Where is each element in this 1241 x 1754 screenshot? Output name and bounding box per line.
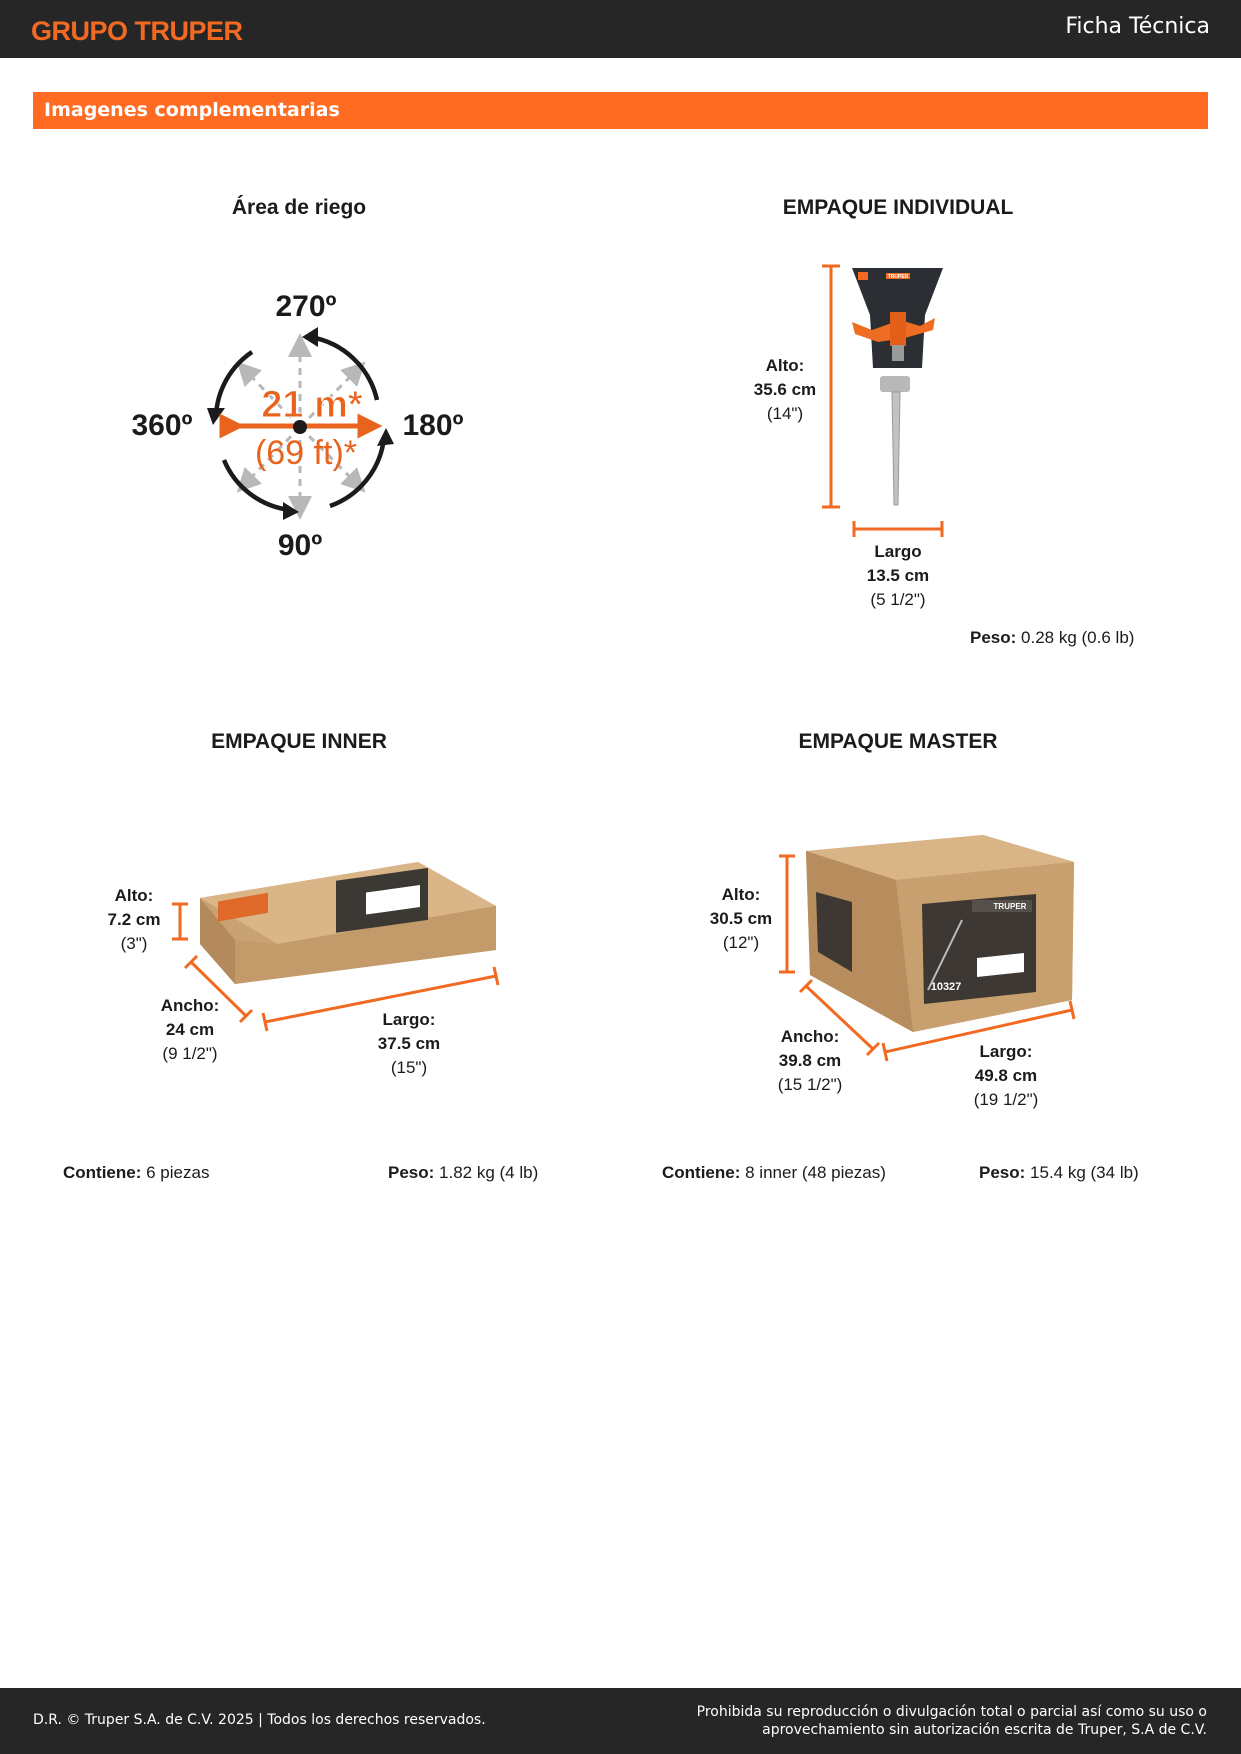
footer-bar xyxy=(0,1688,1241,1754)
master-peso: Peso: 15.4 kg (34 lb) xyxy=(979,1163,1139,1182)
svg-text:TRUPER: TRUPER xyxy=(993,902,1027,911)
inner-title: EMPAQUE INNER xyxy=(211,730,387,753)
angle-90: 90º xyxy=(277,529,323,562)
inner-ancho: Ancho: 24 cm (9 1/2") xyxy=(160,996,220,1063)
angle-360: 360º xyxy=(131,409,193,442)
inner-alto: Alto: 7.2 cm (3") xyxy=(107,886,161,953)
brand-logo: GRUPO TRUPER xyxy=(31,16,243,46)
individual-alto: Alto: 35.6 cm (14") xyxy=(753,356,817,423)
inner-largo: Largo: 37.5 cm (15") xyxy=(377,1010,441,1077)
individual-peso: Peso: 0.28 kg (0.6 lb) xyxy=(970,628,1135,647)
radius-meters: 21 m* xyxy=(261,384,363,426)
angle-180: 180º xyxy=(402,409,464,442)
inner-peso: Peso: 1.82 kg (4 lb) xyxy=(388,1163,539,1182)
individual-title: EMPAQUE INDIVIDUAL xyxy=(782,196,1014,219)
area-title: Área de riego xyxy=(231,196,367,219)
legal-notice: Prohibida su reproducción o divulgación total o parcial así como su uso o aprovechamiento sin autorización escrita de Truper, S.A de C.V. xyxy=(696,1704,1207,1738)
master-ancho: Ancho: 39.8 cm (15 1/2") xyxy=(777,1027,843,1094)
master-contiene: Contiene: 8 inner (48 piezas) xyxy=(662,1163,886,1182)
master-largo: Largo: 49.8 cm (19 1/2") xyxy=(973,1042,1039,1109)
section-title: Imagenes complementarias xyxy=(44,99,340,121)
master-alto: Alto: 30.5 cm (12") xyxy=(709,885,773,952)
master-box-code: 10327 xyxy=(930,981,962,993)
copyright-text: D.R. © Truper S.A. de C.V. 2025 | Todos los derechos reservados. xyxy=(33,1712,486,1728)
inner-contiene: Contiene: 6 piezas xyxy=(63,1163,210,1182)
master-title: EMPAQUE MASTER xyxy=(798,730,998,753)
radius-feet: (69 ft)* xyxy=(254,434,358,472)
svg-text:TRUPER: TRUPER xyxy=(887,274,909,280)
document-type: Ficha Técnica xyxy=(1065,14,1210,39)
angle-270: 270º xyxy=(275,290,337,323)
individual-largo: Largo 13.5 cm (5 1/2") xyxy=(866,542,930,609)
